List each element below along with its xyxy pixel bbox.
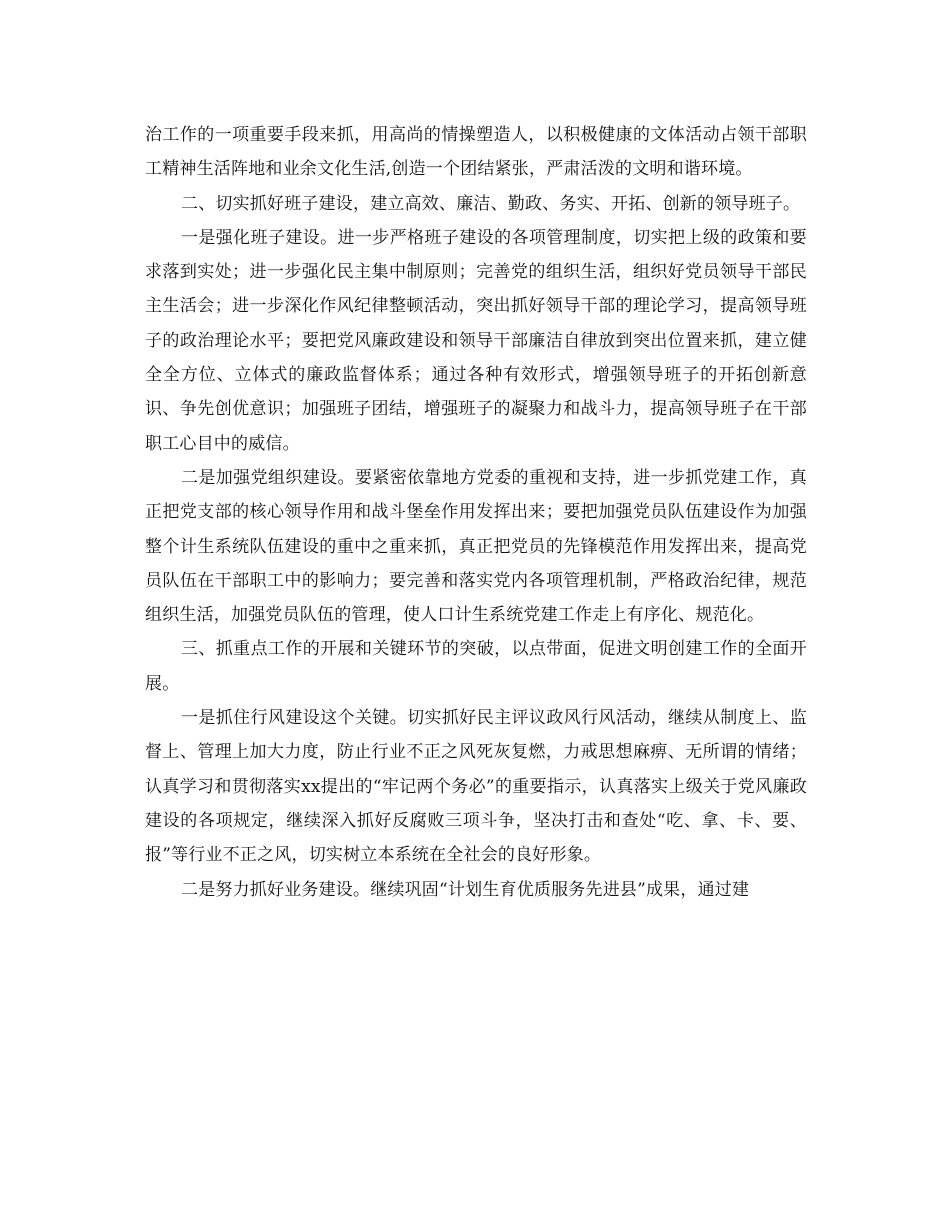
paragraph-party-organization: 二是加强党组织建设。要紧密依靠地方党委的重视和支持，进一步抓党建工作，真正把党支部的核心领导作用和战斗堡垒作用发挥出来；要把加强党员队伍建设作为加强整个计生系统队伍建设的重中之重来抓，真正把党员的先锋模范作用发挥出来，提高党员队伍在干部职工中的影响力；要完善和落实党内各项管理机制，严格政治纪律，规范组织生活，加强党员队伍的管理，使人口计生系统党建工作走上有序化、规范化。 bbox=[145, 467, 807, 626]
paragraph-continuation: 治工作的一项重要手段来抓，用高尚的情操塑造人，以积极健康的文体活动占领干部职工精神生活阵地和业余文化生活,创造一个团结紧张，严肃活泼的文明和谐环境。 bbox=[145, 125, 807, 180]
paragraph-business-building: 二是努力抓好业务建设。继续巩固“计划生育优质服务先进县”成果，通过建 bbox=[181, 879, 750, 900]
paragraph-industry-conduct: 一是抓住行风建设这个关键。切实抓好民主评议政风行风活动，继续从制度上、监督上、管理上加大力度，防止行业不正之风死灰复燃，力戒思想麻痹、无所谓的情绪；认真学习和贯彻落实xx提出的“牢记两个务必”的重要指示，认真落实上级关于党风廉政建设的各项规定，继续深入抓好反腐败三项斗争，坚决打击和查处“吃、拿、卡、要、报”等行业不正之风，切实树立本系统在全社会的良好形象。 bbox=[145, 708, 807, 866]
document-body bbox=[145, 118, 807, 907]
paragraph-section-three-heading: 三、抓重点工作的开展和关键环节的突破，以点带面，促进文明创建工作的全面开展。 bbox=[145, 639, 807, 694]
paragraph-strengthen-leadership: 一是强化班子建设。进一步严格班子建设的各项管理制度，切实把上级的政策和要求落到实处；进一步强化民主集中制原则；完善党的组织生活，组织好党员领导干部民主生活会；进一步深化作风纪律整顿活动，突出抓好领导干部的理论学习，提高领导班子的政治理论水平；要把党风廉政建设和领导干部廉洁自律放到突出位置来抓，建立健全全方位、立体式的廉政监督体系；通过各种有效形式，增强领导班子的开拓创新意识、争先创优意识；加强班子团结，增强班子的凝聚力和战斗力，提高领导班子在干部职工心目中的威信。 bbox=[145, 227, 807, 454]
paragraph-section-two-heading: 二、切实抓好班子建设，建立高效、廉洁、勤政、务实、开拓、创新的领导班子。 bbox=[181, 193, 801, 214]
